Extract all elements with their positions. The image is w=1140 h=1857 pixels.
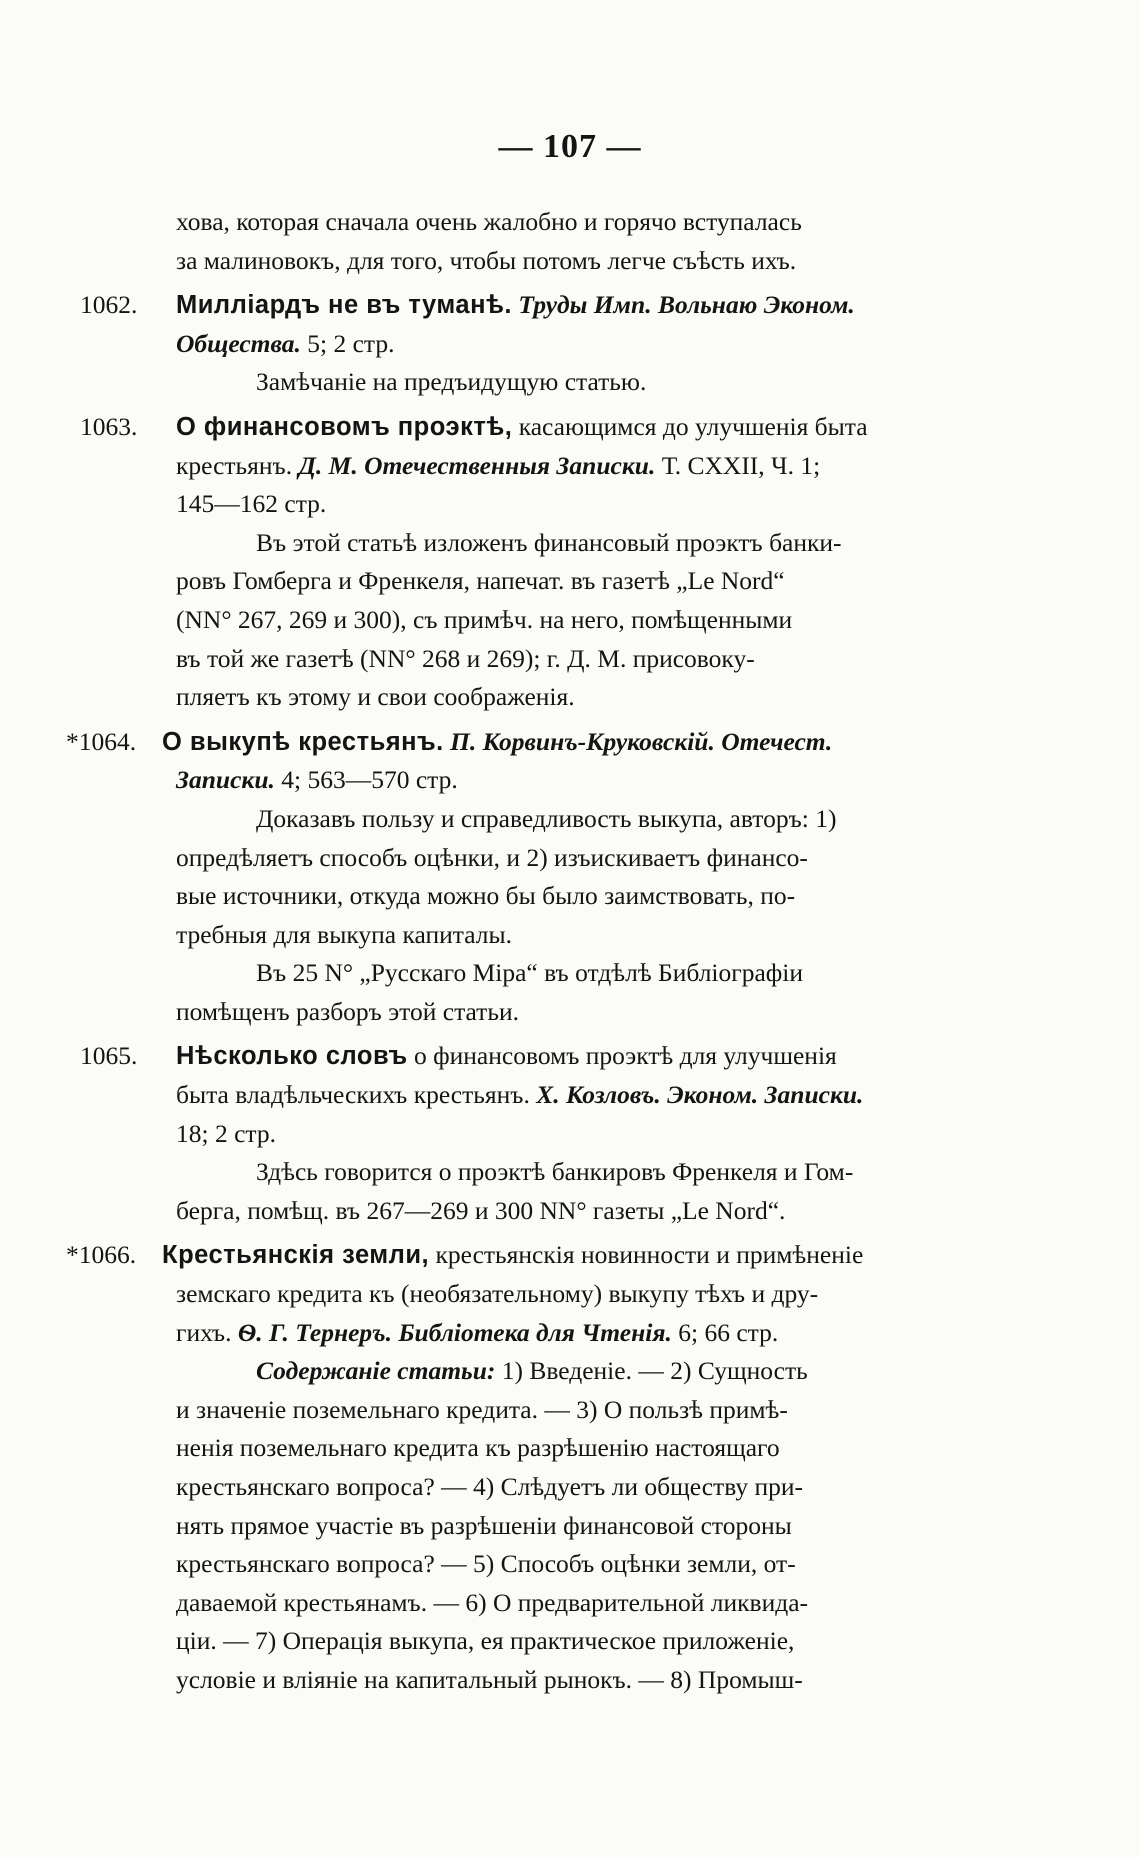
line-text: цiи. — 7) Операцiя выкупа, ея практическое приложенiе,: [176, 1626, 795, 1656]
text-line: [80, 325, 1000, 364]
source-italic: Х. Козловъ. Эконом. Записки.: [536, 1080, 864, 1110]
source-italic: Содержанiе статьи:: [256, 1356, 496, 1386]
bibliography-entry-line: [66, 1236, 1000, 1275]
line-text: нять прямое участiе въ разрѣшенiи финансовой стороны: [176, 1510, 792, 1540]
text-line: [80, 1545, 1000, 1584]
text-line: [80, 954, 1000, 993]
text-line: [80, 1429, 1000, 1468]
source-italic: Общества.: [176, 328, 301, 358]
line-text: вые источники, откуда можно бы было заимствовать, по-: [176, 881, 796, 911]
entry-number: *1066.: [66, 1240, 137, 1270]
line-text: 5; 2 стр.: [300, 328, 395, 358]
text-line: [80, 1622, 1000, 1661]
text-line: [80, 1391, 1000, 1430]
line-text: за малиновокъ, для того, чтобы потомъ легче съѣсть ихъ.: [176, 245, 797, 275]
entry-number: 1063.: [80, 411, 138, 441]
entry-source: П. Корвинъ-Круковскiй. Отечест.: [450, 726, 833, 756]
line-text: Доказавъ пользу и справедливость выкупа, авторъ: 1): [256, 803, 837, 833]
text-line: [80, 562, 1000, 601]
bibliography-entry-line: [80, 286, 1000, 325]
text-line: [80, 1584, 1000, 1623]
entry-title: О финансовомъ проэктѣ,: [176, 412, 513, 441]
text-line: [80, 242, 1000, 281]
line-text: Т. CXXII, Ч. 1;: [655, 450, 821, 480]
line-text: 18; 2 стр.: [176, 1118, 276, 1148]
entry-text: касающимся до улучшенiя быта: [512, 411, 868, 441]
text-line: [80, 839, 1000, 878]
line-text: помѣщенъ разборъ этой статьи.: [176, 996, 519, 1026]
line-text: земскаго кредита къ (необязательному) выкупу тѣхъ и дру-: [176, 1279, 819, 1309]
entry-number: *1064.: [66, 726, 137, 756]
source-italic: Д. М. Отечественныя Записки.: [298, 450, 656, 480]
line-text: 6; 66 стр.: [671, 1317, 779, 1347]
line-text: 4; 563—570 стр.: [274, 765, 458, 795]
text-line: [80, 1115, 1000, 1154]
bibliography-entry-line: [80, 408, 1000, 447]
entry-text: крестьянскiя новинности и примѣненiе: [429, 1240, 864, 1270]
entry-number: 1062.: [80, 290, 138, 320]
text-line: [80, 1661, 1000, 1700]
text-line: [80, 761, 1000, 800]
entry-source: Труды Имп. Вольнаю Эконом.: [518, 290, 855, 320]
line-text: опредѣляетъ способъ оцѣнки, и 2) изъискиваетъ финансо-: [176, 842, 808, 872]
text-line: [80, 877, 1000, 916]
line-text: ровъ Гомберга и Френкеля, напечат. въ газетѣ „Le Nord“: [176, 566, 785, 596]
text-line: [80, 485, 1000, 524]
line-text: хова, которая сначала очень жалобно и горячо вступалась: [176, 207, 802, 236]
line-text: даваемой крестьянамъ. — 6) О предварительной ликвида-: [176, 1587, 809, 1617]
text-line: [80, 1153, 1000, 1192]
bibliography-entry-line: [66, 723, 1000, 762]
text-line: [80, 678, 1000, 717]
text-line: [80, 1314, 1000, 1353]
line-text: пляетъ къ этому и свои соображенiя.: [176, 682, 575, 712]
line-text: гихъ.: [176, 1317, 238, 1347]
text-block: [66, 203, 1000, 1700]
line-text: 1) Введенiе. — 2) Сущность: [495, 1356, 808, 1386]
entry-title: О выкупѣ крестьянъ.: [162, 727, 444, 756]
line-text: Здѣсь говорится о проэктѣ банкировъ Френкеля и Гом-: [256, 1157, 854, 1187]
text-line: [80, 993, 1000, 1032]
line-text: крестьянскаго вопроса? — 4) Слѣдуетъ ли обществу при-: [176, 1472, 804, 1501]
line-text: условiе и влiянiе на капитальный рынокъ. — 8) Промыш-: [176, 1664, 803, 1694]
text-line: [80, 524, 1000, 563]
line-text: требныя для выкупа капиталы.: [176, 919, 512, 949]
source-italic: Ѳ. Г. Тернеръ. Библiотека для Чтенiя.: [237, 1317, 672, 1347]
bibliography-entry-line: [80, 1037, 1000, 1076]
text-line: [80, 1468, 1000, 1507]
line-text: Въ 25 N° „Русскаго Мiра“ въ отдѣлѣ Библiографiи: [256, 958, 804, 988]
text-line: [80, 640, 1000, 679]
line-text: Замѣчанiе на предъидущую статью.: [256, 367, 647, 397]
line-text: берга, помѣщ. въ 267—269 и 300 NN° газеты „Le Nord“.: [176, 1195, 786, 1225]
text-line: [80, 447, 1000, 486]
text-line: [80, 203, 1000, 242]
line-text: крестьянскаго вопроса? — 5) Способъ оцѣнки земли, от-: [176, 1549, 796, 1579]
entry-text: о финансовомъ проэктѣ для улучшенiя: [407, 1041, 837, 1071]
line-text: ненiя поземельнаго кредита къ разрѣшенiю настоящаго: [176, 1433, 780, 1463]
entry-number: 1065.: [80, 1041, 138, 1071]
entry-title: Нѣсколько словъ: [176, 1042, 408, 1071]
text-line: [80, 601, 1000, 640]
line-text: (NN° 267, 269 и 300), съ примѣч. на него, помѣщенными: [176, 604, 793, 634]
text-line: [80, 1275, 1000, 1314]
text-line: [80, 916, 1000, 955]
text-line: [80, 363, 1000, 402]
page-number: — 107 —: [498, 128, 642, 165]
text-line: [80, 1352, 1000, 1391]
text-line: [80, 1076, 1000, 1115]
entry-title: Крестьянскiя земли,: [162, 1241, 430, 1270]
text-line: [80, 800, 1000, 839]
text-line: [80, 1507, 1000, 1546]
line-text: быта владѣльческихъ крестьянъ.: [176, 1080, 537, 1110]
text-line: [80, 1192, 1000, 1231]
line-text: 145—162 стр.: [176, 489, 327, 519]
entry-title: Миллiардъ не въ туманѣ.: [176, 291, 513, 320]
line-text: въ той же газетѣ (NN° 268 и 269); г. Д. М. присовоку-: [176, 643, 755, 673]
line-text: и значенiе поземельнаго кредита. — 3) О пользѣ примѣ-: [176, 1394, 788, 1424]
line-text: крестьянъ.: [176, 450, 299, 480]
line-text: Въ этой статьѣ изложенъ финансовый проэктъ банки-: [256, 527, 842, 557]
source-italic: Записки.: [176, 765, 275, 795]
